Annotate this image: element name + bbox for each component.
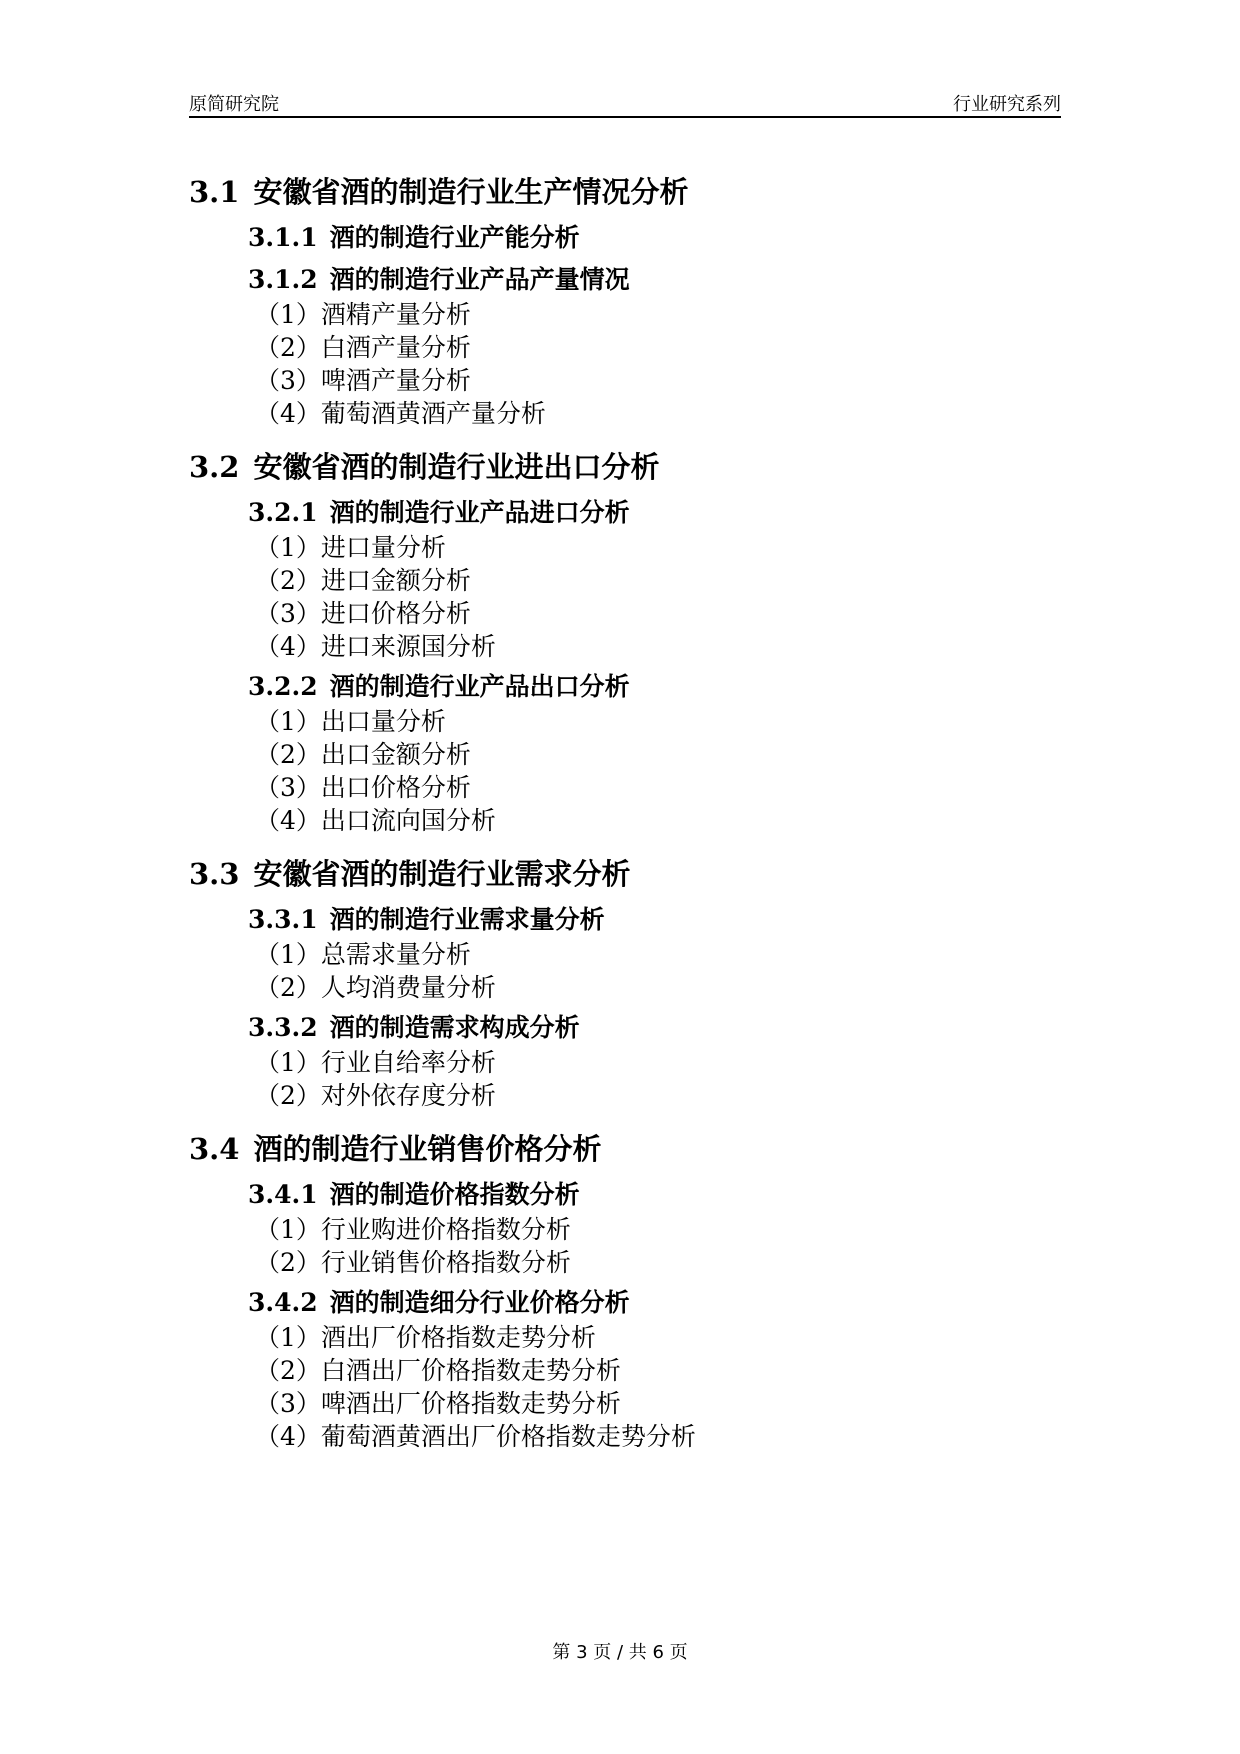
section-number: 3.3 (189, 857, 240, 891)
list-item: （1）酒精产量分析 (255, 300, 471, 329)
list-item: （1）进口量分析 (255, 533, 446, 562)
section-heading (189, 172, 1061, 212)
subsection-number: 3.4.2 (248, 1288, 318, 1317)
list-item: （4）葡萄酒黄酒产量分析 (255, 399, 546, 428)
list-item: （2）人均消费量分析 (255, 973, 496, 1002)
page-footer (0, 1638, 1240, 1664)
subsection-title: 酒的制造行业产能分析 (329, 223, 580, 252)
subsection-title: 酒的制造细分行业价格分析 (329, 1288, 630, 1317)
page-number-label: 第 3 页 / 共 6 页 (552, 1642, 688, 1663)
subsection-heading (248, 1177, 1061, 1213)
subsection-heading (248, 262, 1061, 298)
subsection-heading (248, 902, 1061, 938)
list-item: （2）白酒出厂价格指数走势分析 (255, 1356, 621, 1385)
subsection-heading (248, 495, 1061, 531)
section-title: 安徽省酒的制造行业需求分析 (253, 857, 631, 891)
section-number: 3.4 (189, 1132, 240, 1166)
subsection-heading (248, 1010, 1061, 1046)
subsection-number: 3.1.1 (248, 223, 318, 252)
subsection-heading (248, 220, 1061, 256)
list-item: （1）总需求量分析 (255, 940, 471, 969)
section-title: 安徽省酒的制造行业进出口分析 (253, 450, 660, 484)
section-heading (189, 447, 1061, 487)
list-item: （2）白酒产量分析 (255, 333, 471, 362)
subsection-title: 酒的制造价格指数分析 (329, 1180, 580, 1209)
list-item: （1）行业自给率分析 (255, 1048, 496, 1077)
header-series-name: 行业研究系列 (953, 94, 1061, 115)
toc-content (189, 172, 1061, 1453)
list-item: （3）出口价格分析 (255, 773, 471, 802)
subsection-heading (248, 669, 1061, 705)
subsection-heading (248, 1285, 1061, 1321)
list-item: （2）出口金额分析 (255, 740, 471, 769)
section-number: 3.2 (189, 450, 240, 484)
list-item: （4）进口来源国分析 (255, 632, 496, 661)
section-heading (189, 1129, 1061, 1169)
subsection-title: 酒的制造需求构成分析 (329, 1013, 580, 1042)
page-header (189, 88, 1061, 118)
section-number: 3.1 (189, 175, 240, 209)
subsection-number: 3.2.2 (248, 672, 318, 701)
list-item: （2）进口金额分析 (255, 566, 471, 595)
list-item: （2）行业销售价格指数分析 (255, 1248, 571, 1277)
subsection-number: 3.3.1 (248, 905, 318, 934)
subsection-title: 酒的制造行业产品出口分析 (329, 672, 630, 701)
list-item: （1）出口量分析 (255, 707, 446, 736)
subsection-title: 酒的制造行业需求量分析 (329, 905, 605, 934)
list-item: （3）啤酒产量分析 (255, 366, 471, 395)
list-item: （2）对外依存度分析 (255, 1081, 496, 1110)
section-title: 酒的制造行业销售价格分析 (253, 1132, 602, 1166)
subsection-number: 3.4.1 (248, 1180, 318, 1209)
subsection-title: 酒的制造行业产品进口分析 (329, 498, 630, 527)
list-item: （1）酒出厂价格指数走势分析 (255, 1323, 596, 1352)
section-title: 安徽省酒的制造行业生产情况分析 (253, 175, 689, 209)
subsection-number: 3.3.2 (248, 1013, 318, 1042)
list-item: （1）行业购进价格指数分析 (255, 1215, 571, 1244)
section-heading (189, 854, 1061, 894)
list-item: （4）出口流向国分析 (255, 806, 496, 835)
header-org-name: 原简研究院 (189, 94, 279, 115)
list-item: （4）葡萄酒黄酒出厂价格指数走势分析 (255, 1422, 696, 1451)
list-item: （3）啤酒出厂价格指数走势分析 (255, 1389, 621, 1418)
list-item: （3）进口价格分析 (255, 599, 471, 628)
subsection-number: 3.1.2 (248, 265, 318, 294)
subsection-number: 3.2.1 (248, 498, 318, 527)
subsection-title: 酒的制造行业产品产量情况 (329, 265, 630, 294)
